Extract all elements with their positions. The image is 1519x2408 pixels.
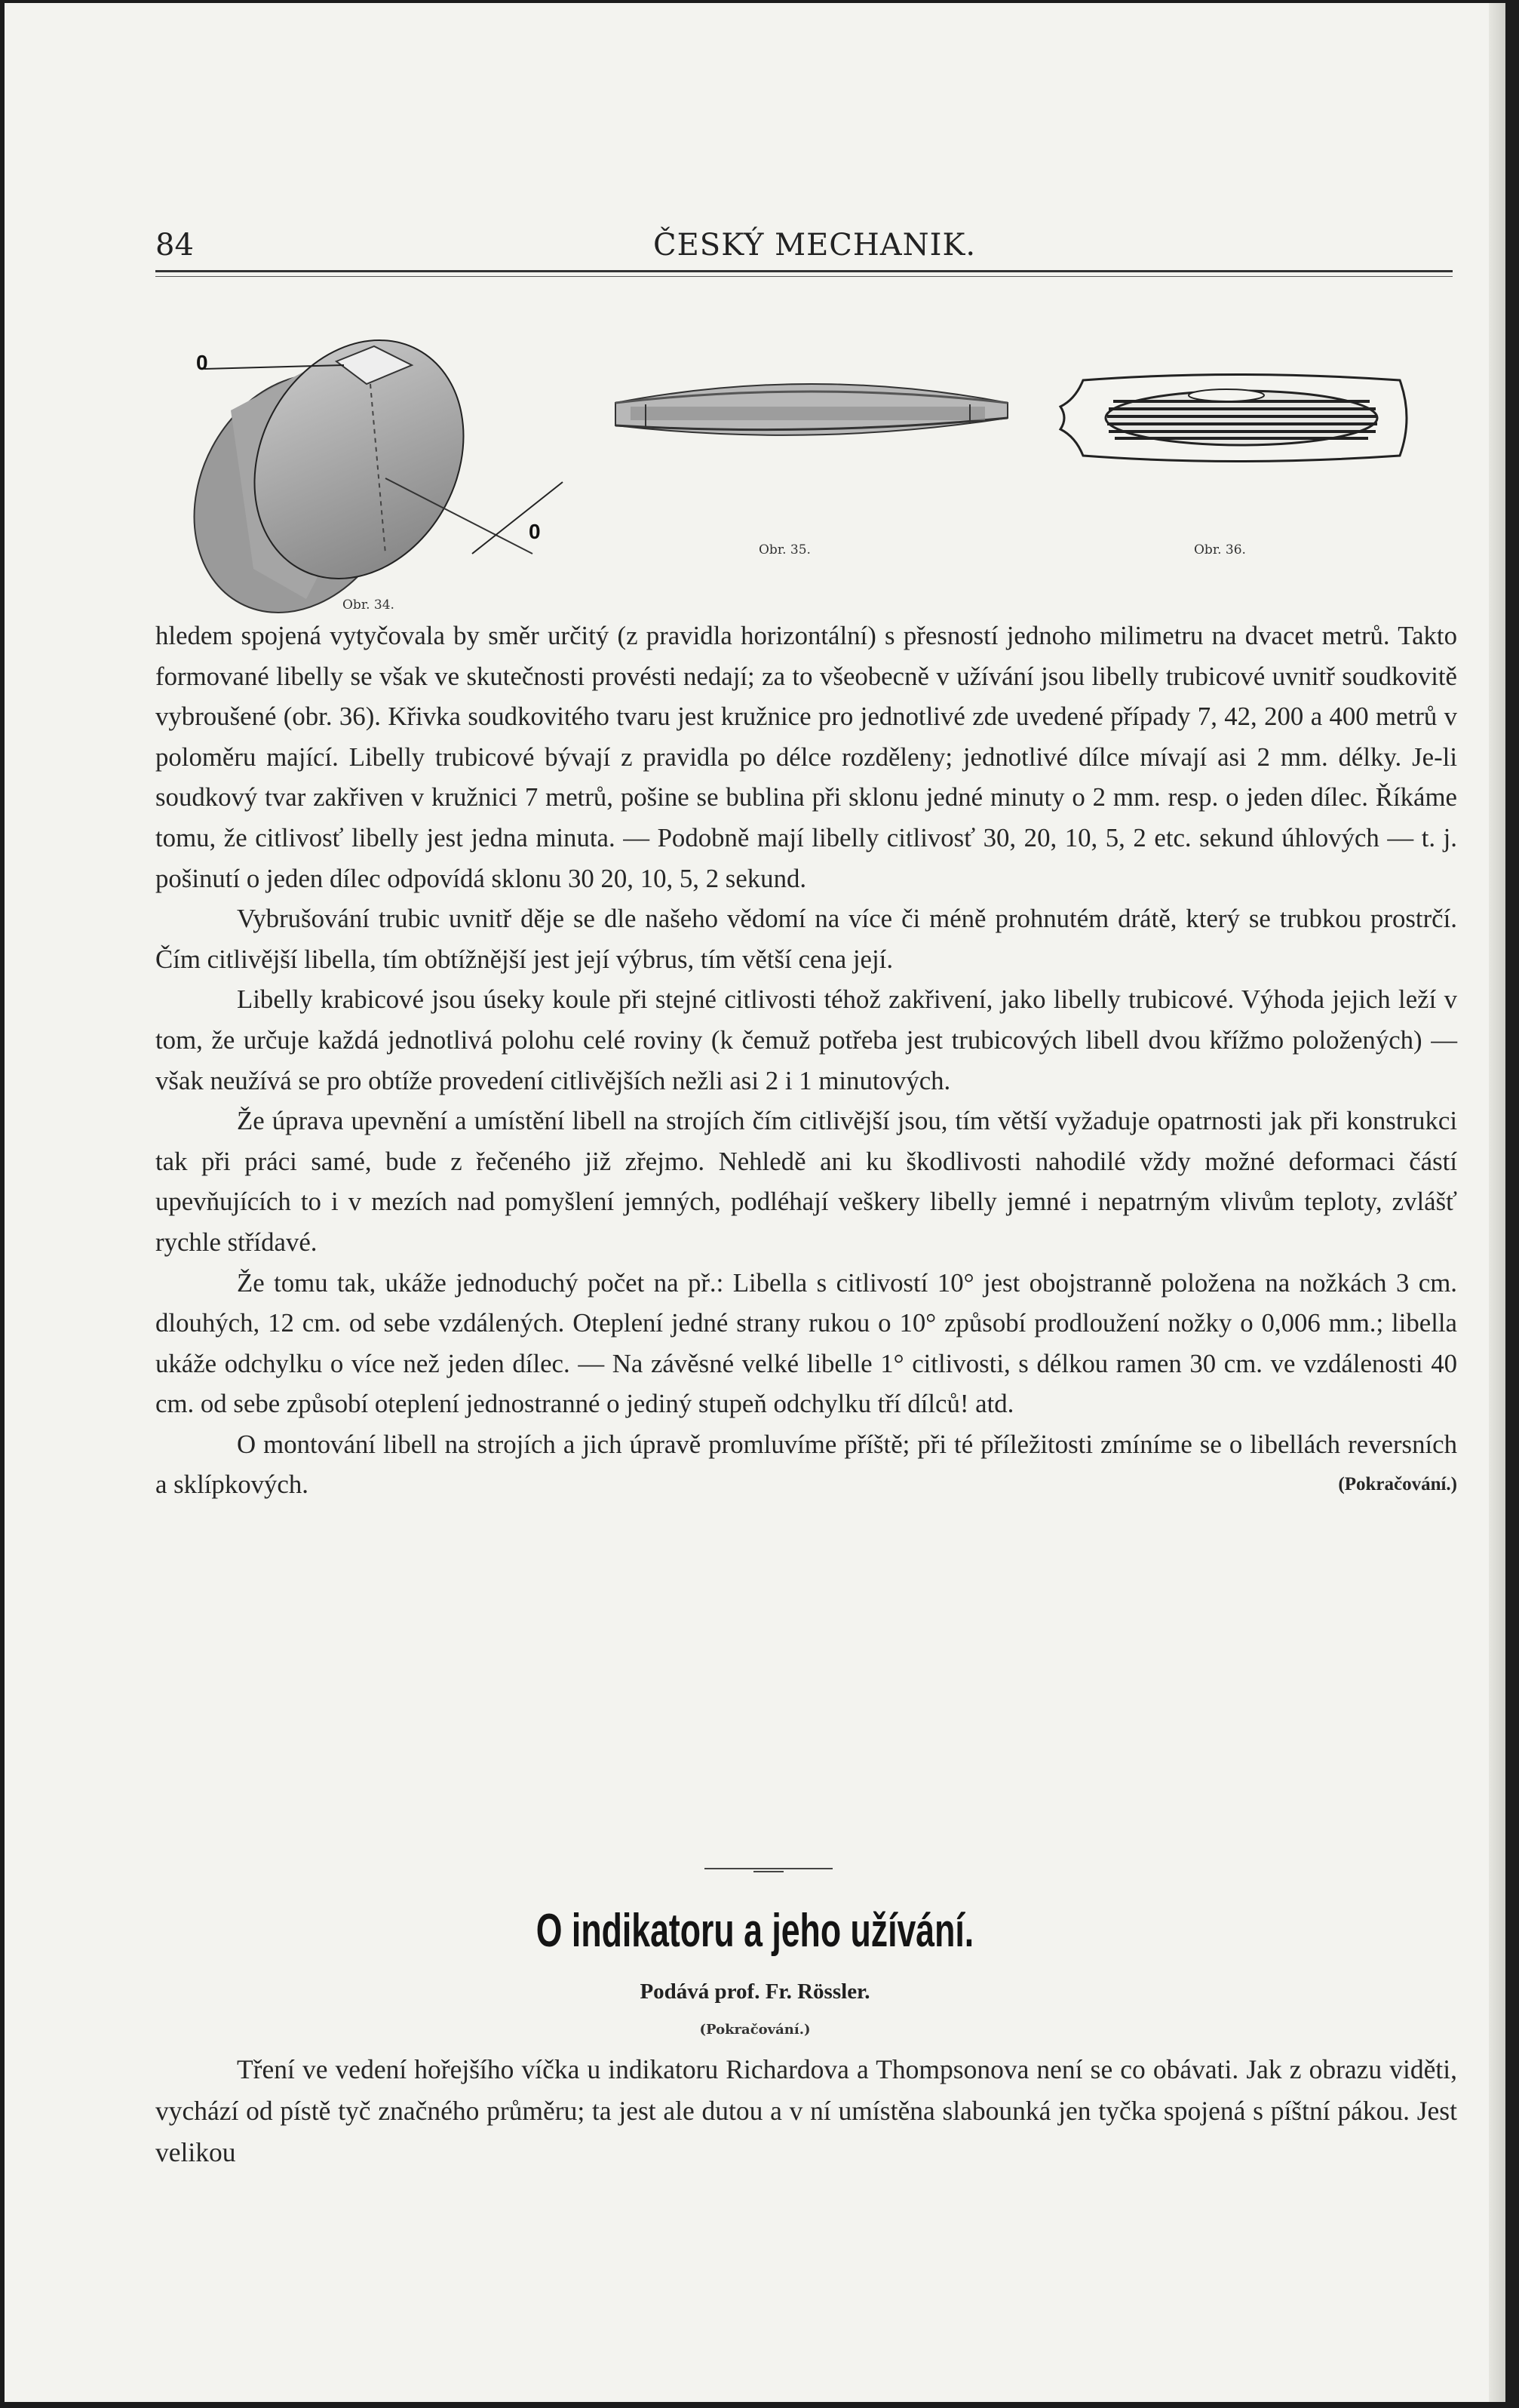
figure-35-tube-level — [608, 365, 1015, 456]
article-paragraph: Tření ve vedení hořejšího víčka u indikatoru Richardova a Thompsonova není se co obávati. Jak z obrazu viděti, vychází od pístě tyč značného průměru; ta jest ale dutou a v ní umístěna slabounká jen tyčka spojená s píštní pákou. Jest velikou — [155, 2054, 1457, 2167]
page-header — [155, 228, 1453, 266]
journal-title: ČESKÝ MECHANIK. — [653, 228, 977, 263]
article-text — [155, 2049, 1457, 2173]
figure-34-caption: Obr. 34. — [342, 597, 394, 613]
article-continued: (Pokračování.) — [699, 2022, 811, 2038]
paragraph-1: hledem spojená vytyčovala by směr určitý (z pravidla horizontální) s přesností jednoho milimetru na dvacet metrů. Takto formované libelly se však ve skutečnosti provésti nedají; za to všeobecně v užívání jsou libelly trubicové uvnitř soudkovitě vybroušené (obr. 36). Křivka soudkovitého tvaru jest kružnice pro jednotlivé zde uvedené případy 7, 42, 200 a 400 metrů v poloměru mající. Libelly trubicové bývají z pravidla po délce rozděleny; jednotlivé dílce mívají asi 2 mm. délky. Je-li soudkový tvar zakřiven v kružnici 7 metrů, pošine se bublina při sklonu jedné minuty o 2 mm. resp. o jeden dílec. Říkáme tomu, že citlivosť libelly jest jedna minuta. — Podobně mají libelly citlivosť 30, 20, 10, 5, 2 etc. sekund úhlových — t. j. pošinutí o jeden dílec odpovídá sklonu 30 20, 10, 5, 2 sekund. — [155, 621, 1457, 893]
page-number: 84 — [155, 228, 194, 263]
figure-34-label-bottom: 0 — [529, 520, 541, 543]
figure-35-caption: Obr. 35. — [759, 542, 811, 557]
figure-36-caption: Obr. 36. — [1194, 542, 1246, 557]
paragraph-6: O montování libell na strojích a jich úpravě promluvíme příště; při té příležitosti zmíníme se o libellách reversních a sklípkových. — [155, 1429, 1457, 1500]
figure-34-disc — [186, 327, 608, 614]
page — [5, 3, 1505, 2402]
continued-note: (Pokračování.) — [1338, 1474, 1457, 1495]
paragraph-5: Že tomu tak, ukáže jednoduchý počet na př.: Libella s citlivostí 10° jest obojstranně položena na nožkách 3 cm. dlouhých, 12 cm. od sebe vzdálených. Oteplení jedné strany rukou o 10° způsobí prodloužení nožky o 0,006 mm.; libella ukáže odchylku o více než jeden dílec. — Na závěsné velké libelle 1° citlivosti, s délkou ramen 30 cm. ve vzdálenosti 40 cm. od sebe způsobí oteplení jednostranné o jediný stupeň odchylku tří dílců! atd. — [155, 1267, 1457, 1419]
header-rule-thin — [155, 276, 1453, 277]
header-rule — [155, 270, 1453, 272]
article-author: Podává prof. Fr. Rössler. — [640, 1980, 870, 2004]
article-title: O indikatoru a jeho užívání. — [535, 1905, 974, 1957]
body-text — [155, 616, 1457, 1505]
paragraph-2: Vybrušování trubic uvnitř děje se dle našeho vědomí na více či méně prohnutém drátě, který se trubkou prostrčí. Čím citlivější libella, tím obtížnější jest její výbrus, tím větší cena její. — [155, 904, 1457, 974]
paragraph-3: Libelly krabicové jsou úseky koule při stejné citlivosti téhož zakřivení, jako libelly trubicové. Výhoda jejich leží v tom, že určuje každá jednotlivá polohu celé roviny (k čemuž potřeba jest trubicových libell dvou křížmo položených) — však neužívá se pro obtíže provedení citlivějších nežli asi 2 i 1 minutových. — [155, 984, 1457, 1095]
figure-36-barrel-tube — [1053, 365, 1415, 471]
paragraph-4: Že úprava upevnění a umístění libell na strojích čím citlivější jsou, tím větší vyžaduje opatrnosti jak při konstrukci tak při práci samé, bude z řečeného již zřejmo. Nehledě ani ku škodlivosti nahodilé vždy možné deformaci částí upevňujících to i v mezích nad pomyšlení jemných, podléhají veškery libelly jemné i nepatrným vlivům teploty, zvlášť rychle střídavé. — [155, 1106, 1457, 1257]
figure-34-label-top: 0 — [196, 351, 208, 374]
paragraph-6-wrapper — [155, 1424, 1457, 1505]
section-divider — [704, 1868, 833, 1872]
